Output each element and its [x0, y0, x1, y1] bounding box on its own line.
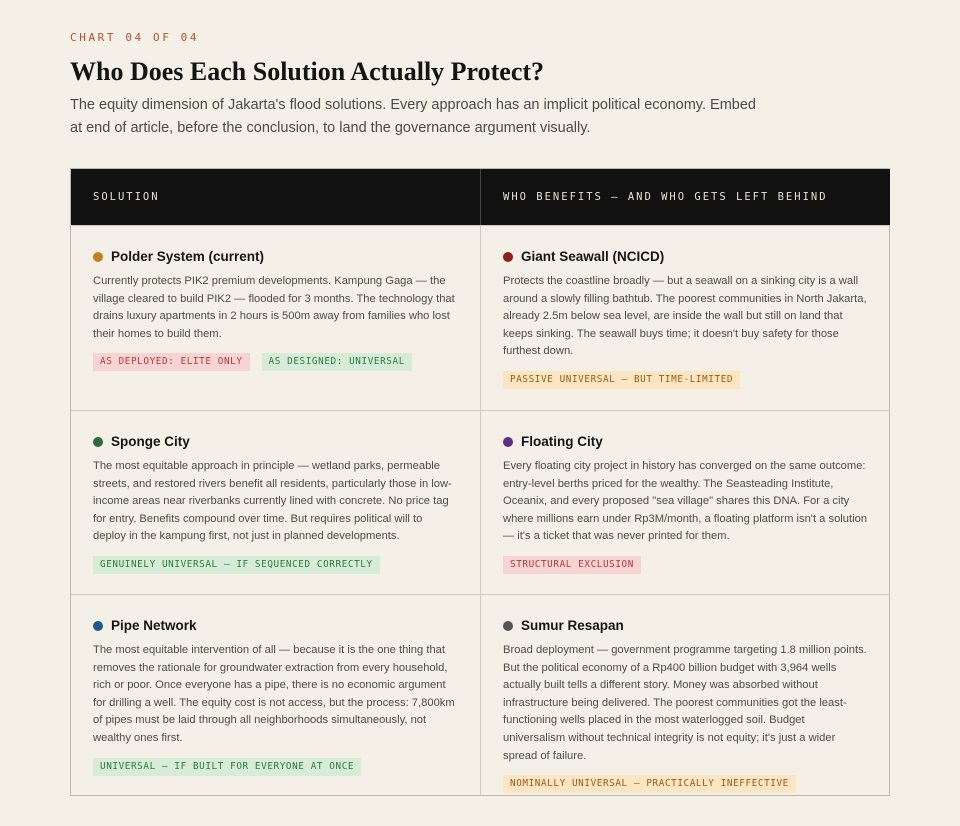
solution-description: Currently protects PIK2 premium developments. Kampung Gaga — the village cleared to build PIK2 — flooded for 3 months. The technology that drains luxury apartments in 2 hours is 500m away from families who lost their homes to build them.	[93, 275, 455, 340]
equity-badge: STRUCTURAL EXCLUSION	[503, 556, 641, 574]
tag-group	[503, 775, 868, 793]
solution-card-pipe-network	[71, 594, 481, 795]
solution-description: Protects the coastline broadly — but a seawall on a sinking city is a wall around a slowly filling bathtub. The poorest communities in North Jakarta, already 2.5m below sea level, are inside the wall but still on land that keeps sinking. The seawall buys time; it doesn't buy safety for those furthest down.	[503, 275, 867, 358]
solution-title: Sumur Resapan	[521, 618, 624, 633]
solution-description: Broad deployment — government programme targeting 1.8 million points. But the political economy of a Rp400 billion budget with 3,964 wells actually built tells a different story. Money was absorbed without infrastructure being delivered. The poorest communities got the least-functioning wells placed in the most waterlogged soil. Budget universalism without technical integrity is not equity; it's just a wider spread of failure.	[503, 644, 867, 762]
equity-badge: NOMINALLY UNIVERSAL — PRACTICALLY INEFFECTIVE	[503, 775, 796, 793]
equity-badge: UNIVERSAL — IF BUILT FOR EVERYONE AT ONCE	[93, 758, 361, 776]
solution-title: Polder System (current)	[111, 249, 265, 264]
solution-description: Every floating city project in history has converged on the same outcome: entry-level berths priced for the wealthy. The Seasteading Institute, Oceanix, and every proposed "sea village" shares this DNA. For a city where millions earn under Rp3M/month, a floating platform isn't a solution — it's a ticket that was never printed for them.	[503, 460, 868, 543]
chart-eyebrow: CHART 04 OF 04	[70, 31, 200, 44]
tag-group	[503, 371, 868, 389]
status-dot-icon	[93, 621, 103, 631]
status-dot-icon	[503, 437, 513, 447]
equity-badge: GENUINELY UNIVERSAL — IF SEQUENCED CORRECTLY	[93, 556, 380, 574]
tag-group	[93, 758, 458, 776]
solution-title: Sponge City	[111, 434, 190, 449]
page	[0, 0, 960, 140]
tag-group	[503, 556, 868, 574]
equity-badge: PASSIVE UNIVERSAL — BUT TIME-LIMITED	[503, 371, 740, 389]
solution-card-floating-city	[481, 410, 890, 594]
equity-badge: AS DESIGNED: UNIVERSAL	[262, 353, 412, 371]
column-header-solution: SOLUTION	[71, 169, 481, 225]
page-title: Who Does Each Solution Actually Protect?	[70, 57, 545, 86]
solution-card-polder	[71, 225, 481, 410]
page-subtitle: The equity dimension of Jakarta's flood solutions. Every approach has an implicit political economy. Embed at end of article, before the conclusion, to land the governance argument visually.	[70, 97, 756, 136]
status-dot-icon	[93, 252, 103, 262]
solution-description: The most equitable approach in principle — wetland parks, permeable streets, and restored rivers benefit all residents, particularly those in low-income areas near riverbanks currently lined with concrete. No price tag for entry. Benefits compound over time. But requires political will to deploy in the kampung first, not just in planned developments.	[93, 460, 452, 543]
solution-title: Floating City	[521, 434, 603, 449]
solution-title: Giant Seawall (NCICD)	[521, 249, 665, 264]
solution-card-sponge-city	[71, 410, 481, 594]
column-header-benefits: WHO BENEFITS — AND WHO GETS LEFT BEHIND	[481, 169, 890, 225]
solutions-table	[70, 168, 890, 796]
solution-description: The most equitable intervention of all — because it is the one thing that removes the rationale for groundwater extraction from every household, rich or poor. Once everyone has a pipe, there is no economic argument for drilling a well. The equity cost is not access, but the process: 7,800km of pipes must be laid through all neighborhoods simultaneously, not wealthy ones first.	[93, 644, 455, 744]
status-dot-icon	[93, 437, 103, 447]
tag-group	[93, 353, 458, 371]
status-dot-icon	[503, 621, 513, 631]
solution-card-sumur-resapan	[481, 594, 890, 795]
tag-group	[93, 556, 458, 574]
solution-card-seawall	[481, 225, 890, 410]
solution-title: Pipe Network	[111, 618, 197, 633]
equity-badge: AS DEPLOYED: ELITE ONLY	[93, 353, 250, 371]
status-dot-icon	[503, 252, 513, 262]
